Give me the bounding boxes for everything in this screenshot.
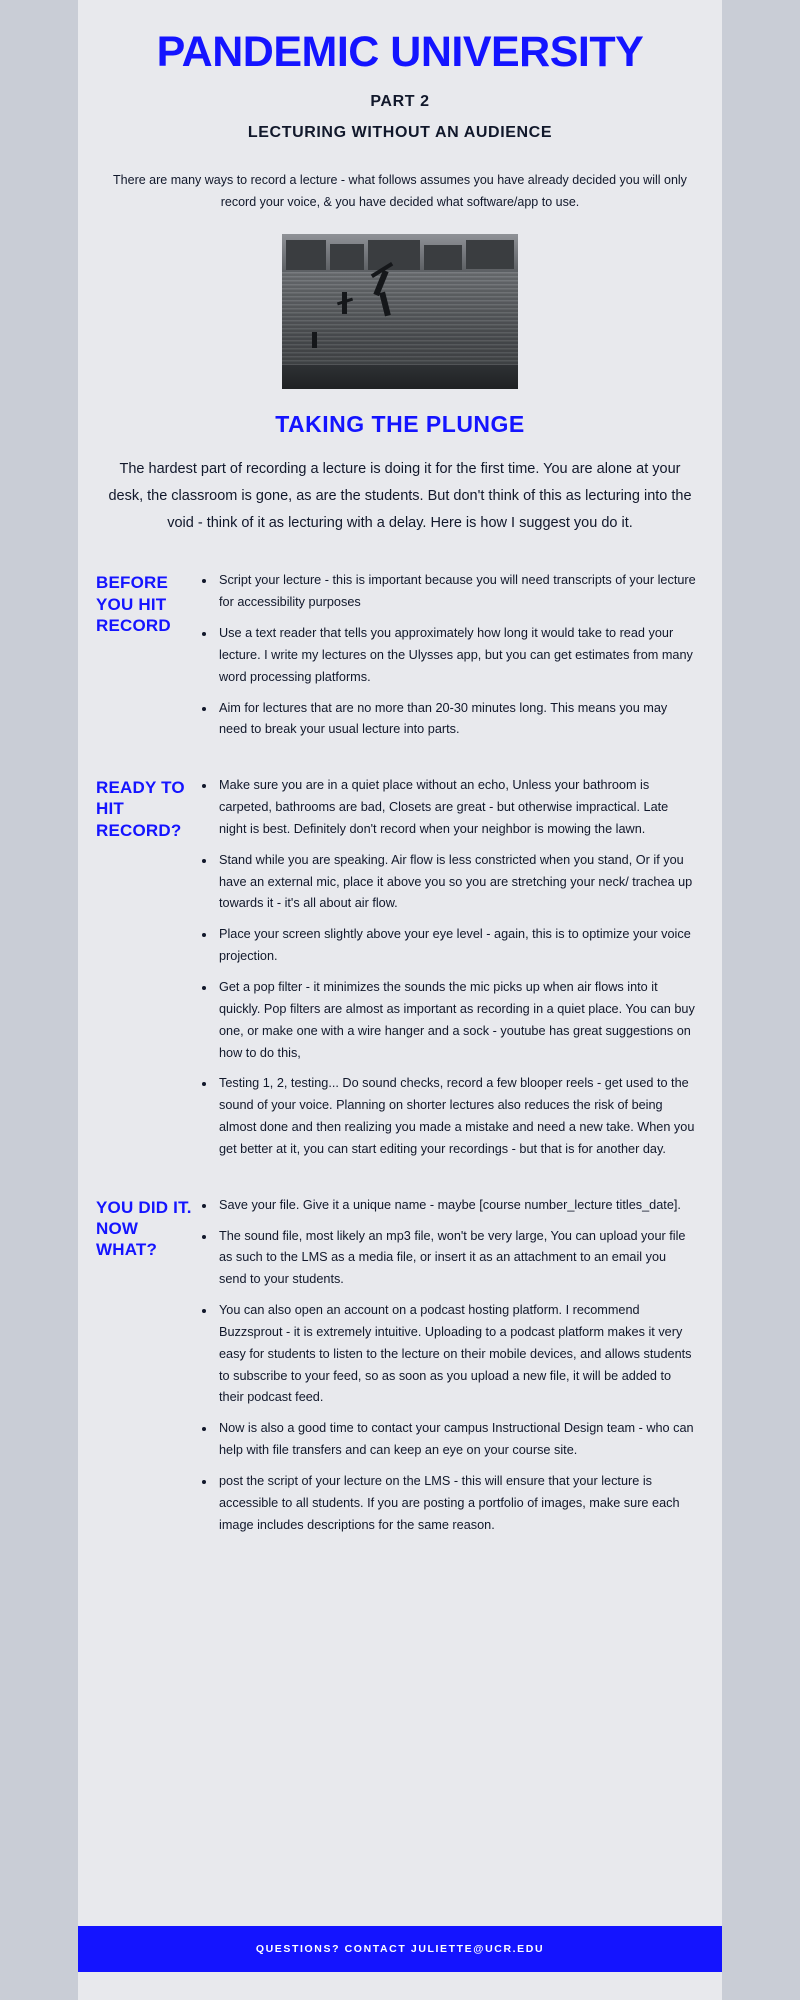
part-label: PART 2 [370, 93, 430, 111]
list-item: • Testing 1, 2, testing... Do sound checks, record a few blooper reels - get used to the sound of your voice. Planning on shorter lectures also reduces the risk of being almost done and then realizing you made a mistake and need a new take. When you get better at it, you can start editing your recordings - but that is for another day. [216, 1073, 696, 1160]
list-item: • Stand while you are speaking. Air flow is less constricted when you stand, Or if you have an external mic, place it above you so you are stretching your neck/ trachea up towards it - it's all about air flow. [216, 850, 696, 916]
bullet-list [200, 1195, 696, 1537]
list-item: • You can also open an account on a podcast hosting platform. I recommend Buzzsprout - it is extremely intuitive. Uploading to a podcast platform makes it very easy for students to listen to the lecture on their mobile devices, and allows students to subscribe to your feed, so as soon as you upload a new file, it will be added to their podcast feed. [216, 1300, 696, 1409]
bullet-list [200, 570, 696, 741]
section-body [200, 1195, 696, 1537]
page-subtitle: LECTURING WITHOUT AN AUDIENCE [247, 124, 553, 142]
list-item: • Now is also a good time to contact your campus Instructional Design team - who can help with file transfers and can keep an eye on your course site. [216, 1418, 696, 1462]
list-item: • The sound file, most likely an mp3 file, won't be very large, You can upload your file as such to the LMS as a media file, or insert it as an attachment to an email you send to your students. [216, 1226, 696, 1292]
photo-building [466, 240, 514, 269]
photo-container [78, 234, 722, 389]
photo-building [368, 240, 420, 270]
list-item: • Make sure you are in a quiet place without an echo, Unless your bathroom is carpeted, bathrooms are bad, Closets are great - but otherwise impractical. Late night is best. Definitely don't record when your neighbor is mowing the lawn. [216, 775, 696, 841]
footer-contact: QUESTIONS? CONTACT JULIETTE@UCR.EDU [255, 1943, 545, 1955]
section-body [200, 570, 696, 741]
section-ready-to-hit-record [78, 775, 722, 1161]
photo-building [330, 244, 364, 270]
photo-building [286, 240, 326, 270]
list-item: • Place your screen slightly above your eye level - again, this is to optimize your voice projection. [216, 924, 696, 968]
list-item: • post the script of your lecture on the LMS - this will ensure that your lecture is accessible to all students. If you are posting a portfolio of images, make sure each image includes descriptions for the same reason. [216, 1471, 696, 1537]
bottom-spacer [78, 1537, 722, 1657]
page-title: PANDEMIC UNIVERSITY [156, 28, 644, 76]
section-heading: BEFORE YOU HIT RECORD [96, 573, 171, 635]
intro-paragraph: There are many ways to record a lecture - what follows assumes you have already decided you will only record your voice, & you have decided what software/app to use. [113, 173, 687, 210]
photo-pool-wall [282, 365, 518, 389]
list-item: • Use a text reader that tells you approximately how long it would take to read your lecture. I write my lectures on the Ulysses app, but you can get estimates from many word processing platforms. [216, 623, 696, 689]
photo-swimmer [312, 332, 317, 348]
pool-photo [282, 234, 518, 389]
section-heading: YOU DID IT. NOW WHAT? [96, 1197, 192, 1260]
bullet-list [200, 775, 696, 1161]
list-item: • Save your file. Give it a unique name - maybe [course number_lecture titles_date]. [216, 1195, 696, 1217]
section-before-you-hit-record [78, 570, 722, 741]
section-caption: TAKING THE PLUNGE [275, 410, 525, 437]
section-body [200, 775, 696, 1161]
section-you-did-it-now-what [78, 1195, 722, 1537]
list-item: • Script your lecture - this is important because you will need transcripts of your lecture for accessibility purposes [216, 570, 696, 614]
poster [78, 0, 722, 2000]
list-item: • Aim for lectures that are no more than 20-30 minutes long. This means you may need to break your usual lecture into parts. [216, 698, 696, 742]
list-item: • Get a pop filter - it minimizes the sounds the mic picks up when air flows into it quickly. Pop filters are almost as important as recording in a quiet place. You can buy one, or make one with a wire hanger and a sock - youtube has great suggestions on how to do this, [216, 977, 696, 1064]
footer-bar [78, 1926, 722, 1972]
lede-paragraph: The hardest part of recording a lecture is doing it for the first time. You are alone at your desk, the classroom is gone, as are the students. But don't think of this as lecturing into the void - think of it as lecturing with a delay. Here is how I suggest you do it. [108, 460, 692, 531]
section-heading: READY TO HIT RECORD? [96, 778, 185, 840]
photo-building [424, 245, 462, 270]
